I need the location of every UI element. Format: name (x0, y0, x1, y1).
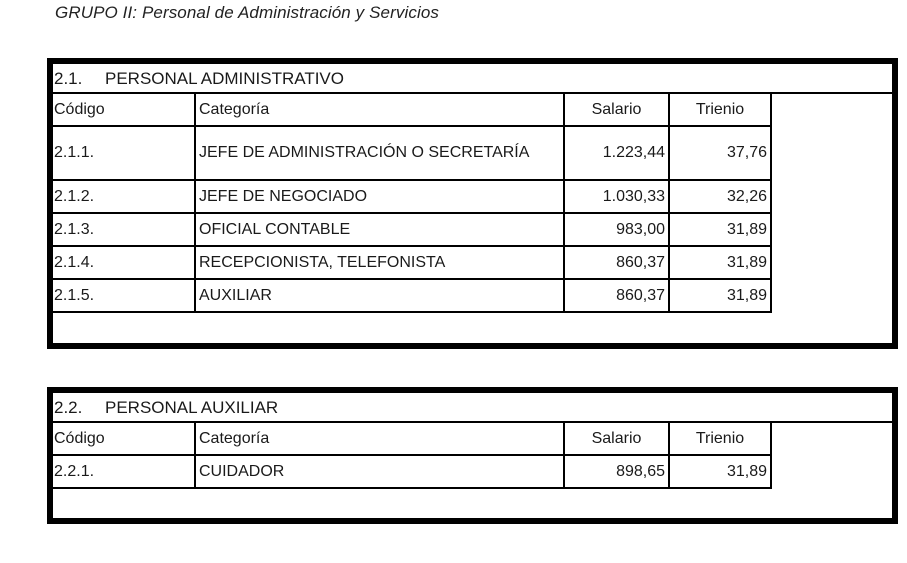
header-code: Código (53, 94, 195, 126)
cell-triennium: 31,89 (669, 455, 771, 488)
table-row (53, 455, 771, 488)
cell-salary: 860,37 (564, 279, 669, 312)
document-title: GRUPO II: Personal de Administración y Servicios (55, 3, 439, 22)
cell-category: JEFE DE NEGOCIADO (195, 180, 564, 213)
cell-triennium: 31,89 (669, 279, 771, 312)
header-salary: Salario (564, 423, 669, 455)
cell-triennium: 31,89 (669, 246, 771, 279)
header-code: Código (53, 423, 195, 455)
cell-salary: 1.223,44 (564, 126, 669, 180)
table-row (53, 126, 771, 180)
header-triennium: Trienio (669, 94, 771, 126)
cell-category: JEFE DE ADMINISTRACIÓN O SECRETARÍA (195, 126, 564, 180)
table-row (53, 246, 771, 279)
cell-category: AUXILIAR (195, 279, 564, 312)
cell-code: 2.2.1. (53, 455, 195, 488)
cell-code: 2.1.3. (53, 213, 195, 246)
cell-salary: 983,00 (564, 213, 669, 246)
salary-table (53, 94, 772, 313)
section-number: 2.2. (54, 398, 83, 417)
header-category: Categoría (195, 94, 564, 126)
section-number: 2.1. (54, 69, 83, 88)
section-header (53, 393, 892, 423)
table-row (53, 279, 771, 312)
cell-salary: 1.030,33 (564, 180, 669, 213)
header-triennium: Trienio (669, 423, 771, 455)
section-title: PERSONAL ADMINISTRATIVO (105, 69, 344, 88)
table-row (53, 180, 771, 213)
salary-table (53, 423, 772, 489)
cell-category: CUIDADOR (195, 455, 564, 488)
header-salary: Salario (564, 94, 669, 126)
cell-triennium: 31,89 (669, 213, 771, 246)
cell-triennium: 37,76 (669, 126, 771, 180)
section-header (53, 64, 892, 94)
section-personal-auxiliar (47, 387, 898, 524)
cell-code: 2.1.5. (53, 279, 195, 312)
section-title: PERSONAL AUXILIAR (105, 398, 279, 417)
header-category: Categoría (195, 423, 564, 455)
table-header-row (53, 94, 771, 126)
section-personal-administrativo (47, 58, 898, 349)
table-row (53, 213, 771, 246)
cell-code: 2.1.1. (53, 126, 195, 180)
cell-salary: 898,65 (564, 455, 669, 488)
table-header-row (53, 423, 771, 455)
cell-category: OFICIAL CONTABLE (195, 213, 564, 246)
cell-code: 2.1.2. (53, 180, 195, 213)
cell-code: 2.1.4. (53, 246, 195, 279)
cell-triennium: 32,26 (669, 180, 771, 213)
cell-salary: 860,37 (564, 246, 669, 279)
cell-category: RECEPCIONISTA, TELEFONISTA (195, 246, 564, 279)
